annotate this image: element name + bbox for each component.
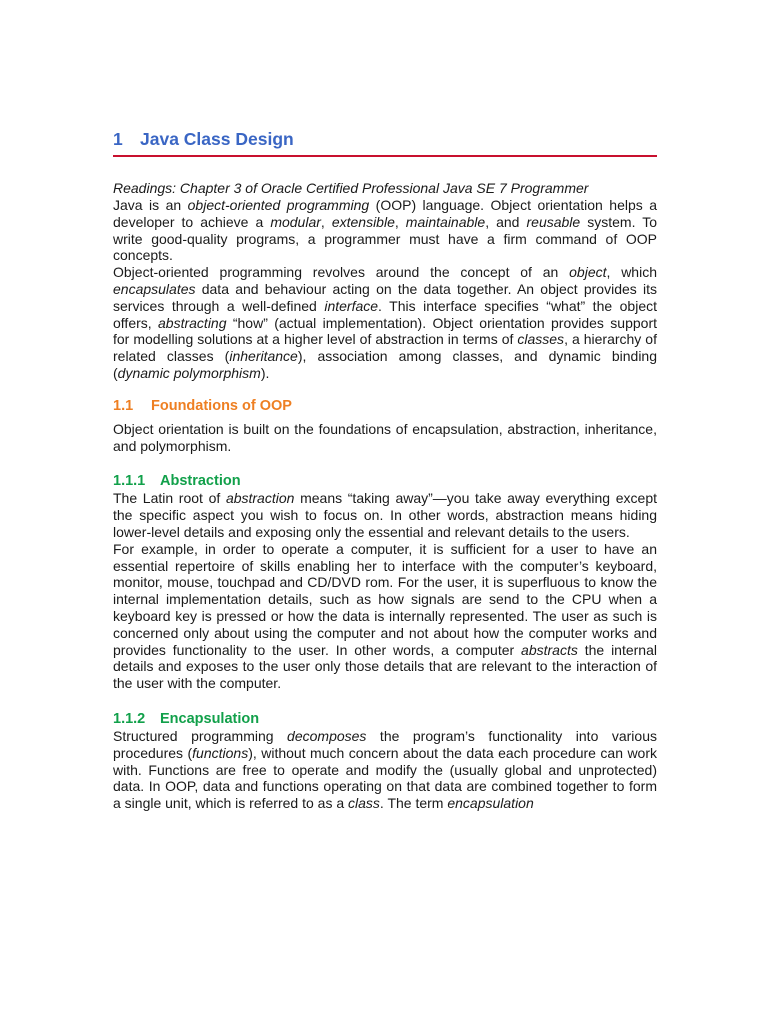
text-run: . This interface specifies “what” the object offers,	[113, 297, 657, 331]
text-run: the internal details and exposes to the user only those details that are relevant to the interaction of the user with the computer.	[113, 641, 657, 692]
emphasis-text: abstraction	[225, 490, 295, 507]
emphasis-text: object	[569, 264, 607, 281]
page-content	[113, 129, 657, 812]
text-run: , a hierarchy of related classes (	[113, 331, 657, 365]
emphasis-text: decomposes	[287, 727, 367, 744]
subsection-number: 1.1.1	[113, 473, 146, 490]
text-run: ), without much concern about the data each procedure can work with. Functions are free to operate and modify the (usually global and unprotected) data. In OOP, data and functions operating on that data are combined together to form a single unit, which is referred to as a	[113, 744, 658, 812]
subsection-title: Abstraction	[160, 473, 241, 490]
text-run: The Latin root of	[113, 490, 226, 507]
emphasis-text: abstracts	[521, 641, 578, 658]
emphasis-text: dynamic polymorphism	[117, 364, 261, 381]
emphasis-text: abstracting	[158, 314, 227, 331]
chapter-title: Java Class Design	[140, 129, 294, 149]
subsection-heading-abstraction	[113, 473, 657, 490]
emphasis-text: classes	[517, 331, 565, 348]
emphasis-text: reusable	[526, 213, 581, 230]
text-run: , which	[606, 264, 657, 281]
section-heading-foundations	[113, 398, 657, 414]
chapter-heading	[113, 129, 657, 157]
text-run: “how” (actual implementation). Object orientation provides support for modelling solutions at a higher level of abstraction in terms of	[113, 314, 657, 348]
emphasis-text: object-oriented programming	[187, 197, 370, 213]
text-run: , and	[485, 213, 527, 230]
text-run: means “taking away”—you take away everything except the specific aspect you wish to focus on. In other words, abstraction means hiding lower-level details and exposing only the essential and relevant details to the users.	[113, 490, 658, 540]
emphasis-text: inheritance	[229, 348, 298, 365]
text-run: ).	[260, 364, 270, 381]
encapsulation-paragraph	[113, 728, 657, 812]
text-run: data and behaviour acting on the data together. An object provides its services through a well-defined	[113, 280, 657, 314]
subsection-number: 1.1.2	[113, 710, 146, 727]
text-run: system. To write good-quality programs, a programmer must have a firm command of OOP concepts.	[113, 213, 658, 264]
intro-paragraph-1	[113, 197, 657, 264]
emphasis-text: maintainable	[405, 213, 486, 230]
emphasis-text: interface	[324, 297, 379, 314]
text-run: . The term	[379, 795, 448, 812]
emphasis-text: class	[348, 795, 380, 812]
text-run: ,	[394, 213, 406, 230]
section-title: Foundations of OOP	[151, 397, 292, 414]
text-run: Object-oriented programming revolves around the concept of an	[113, 264, 570, 281]
abstraction-paragraph-2	[113, 541, 657, 692]
text-run: (OOP) language. Object orientation helps a developer to achieve a	[113, 197, 657, 230]
emphasis-text: encapsulates	[113, 280, 196, 297]
text-run: Java is an	[113, 197, 188, 213]
abstraction-paragraph-1	[113, 490, 657, 540]
emphasis-text: functions	[192, 744, 249, 761]
foundations-paragraph	[113, 421, 657, 455]
section-number: 1.1	[113, 397, 134, 414]
emphasis-text: encapsulation	[447, 795, 534, 812]
subsection-title: Encapsulation	[160, 710, 260, 727]
text-run: ,	[320, 213, 332, 230]
text-run: Structured programming	[113, 727, 288, 744]
text-run: ), association among classes, and dynamic binding (	[113, 348, 658, 381]
subsection-heading-encapsulation	[113, 711, 657, 728]
intro-paragraph-2	[113, 264, 657, 382]
text-run: the program’s functionality into various procedures (	[113, 727, 657, 761]
chapter-number: 1	[113, 129, 123, 149]
text-run: Object orientation is built on the foundations of encapsulation, abstraction, inheritance, and polymorphism.	[113, 420, 657, 454]
emphasis-text: modular	[270, 213, 321, 230]
emphasis-text: extensible	[331, 213, 395, 230]
text-run: For example, in order to operate a computer, it is sufficient for a user to have an essential repertoire of skills enabling her to interface with the computer’s keyboard, monitor, mouse, touchpad and CD/DVD rom. For the user, it is superfluous to know the internal implementation details, such as how signals are send to the CPU when a keyboard key is pressed or how the data is internally represented. The user as such is concerned only about using the computer and not about how the computer works and provides functionality to the user. In other words, a computer	[113, 540, 657, 658]
readings-note: Readings: Chapter 3 of Oracle Certified Professional Java SE 7 Programmer	[113, 180, 589, 196]
